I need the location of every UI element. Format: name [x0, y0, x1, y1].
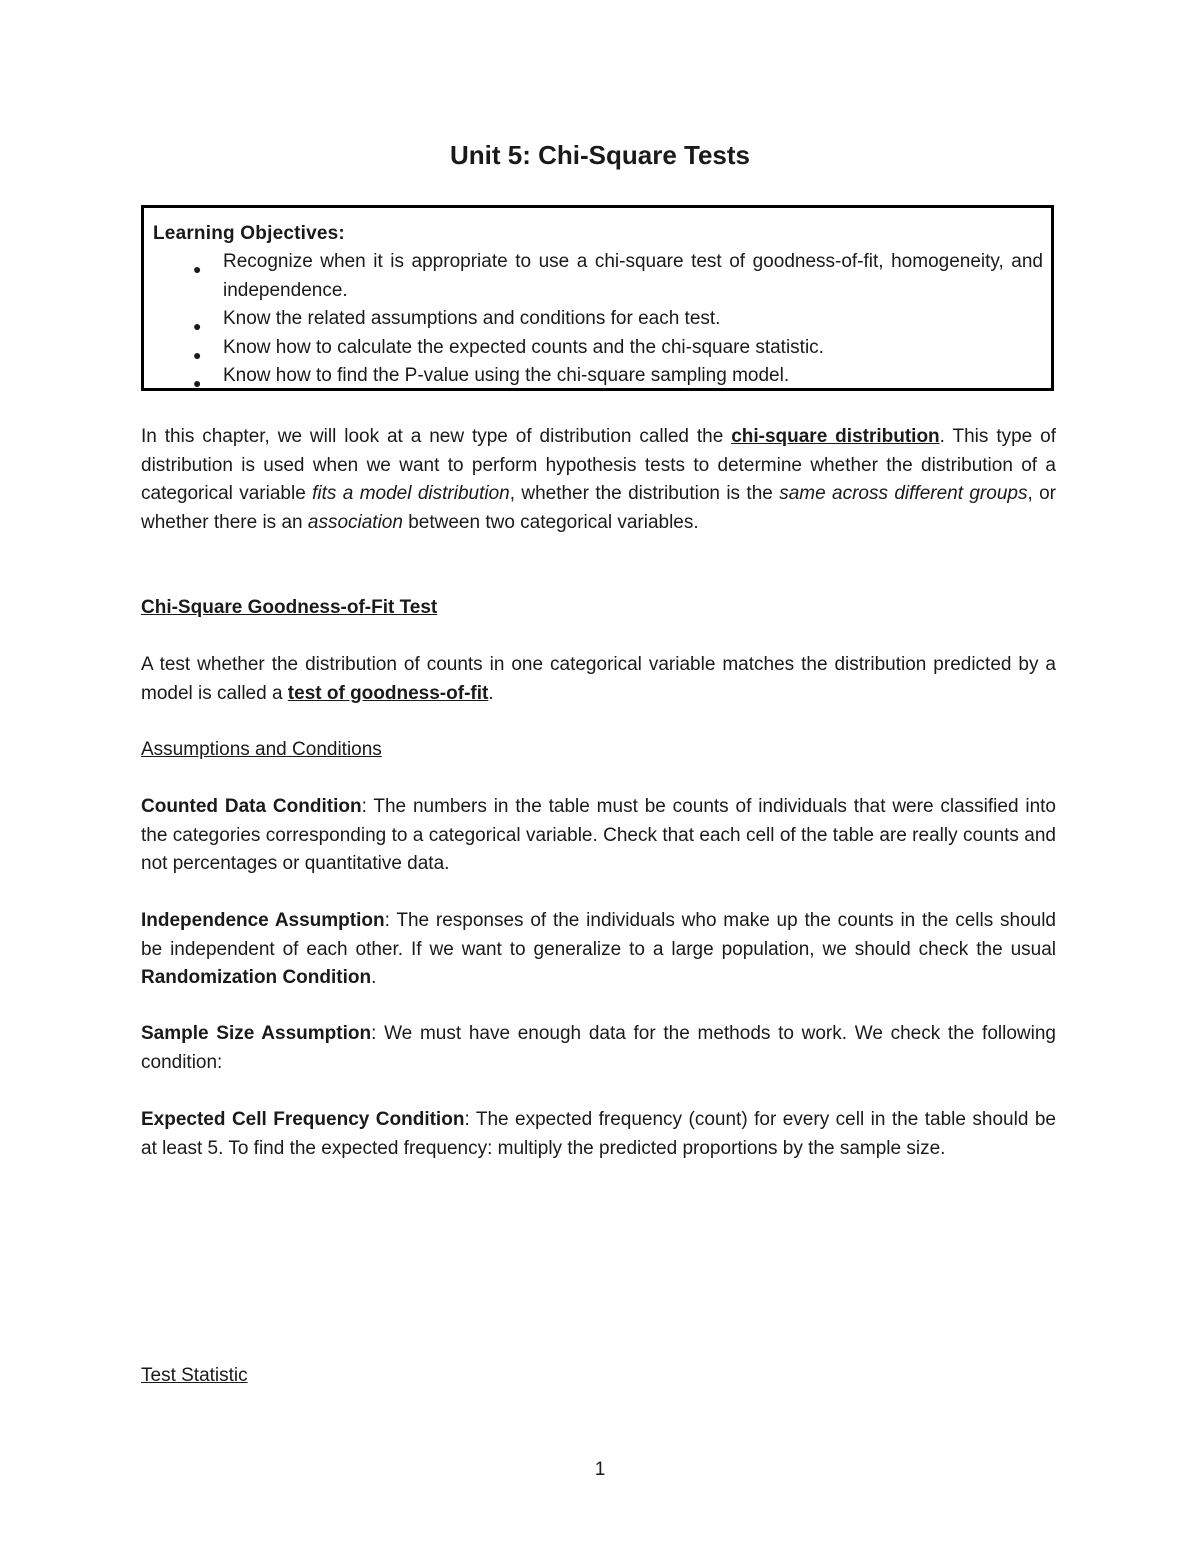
- sample-size-paragraph: Sample Size Assumption: We must have enough data for the methods to work. We check the following condition:: [141, 1023, 1056, 1073]
- test-of-goodness-of-fit-term: test of goodness-of-fit: [287, 682, 489, 704]
- goodness-of-fit-heading: Chi-Square Goodness-of-Fit Test: [141, 597, 438, 618]
- counted-data-paragraph: Counted Data Condition: The numbers in the table must be counts of individuals that were classified into the categories corresponding to a categorical variable. Check that each cell of the table are really counts and not percentages or quantitative data.: [141, 796, 1056, 875]
- chi-square-distribution-term: chi-square distribution: [731, 426, 940, 447]
- test-statistic-heading: Test Statistic: [141, 1365, 248, 1386]
- learning-objectives-list: [153, 248, 1043, 391]
- objective-item: ● Know how to calculate the expected counts and the chi-square statistic.: [153, 334, 1043, 363]
- assumptions-heading: Assumptions and Conditions: [141, 739, 382, 760]
- bullet-icon: ●: [193, 375, 202, 391]
- bullet-icon: ●: [193, 346, 202, 363]
- expected-cell-paragraph: Expected Cell Frequency Condition: The expected frequency (count) for every cell in the table should be at least 5. To find the expected frequency: multiply the predicted proportions by the sample size.: [141, 1109, 1056, 1159]
- randomization-label: Randomization Condition: [141, 967, 372, 989]
- independence-label: Independence Assumption: [141, 910, 385, 931]
- learning-objectives-box: [141, 205, 1054, 391]
- goodness-of-fit-definition: A test whether the distribution of counts in one categorical variable matches the distribution predicted by a model is called a test of goodness-of-fit.: [141, 654, 1056, 704]
- intro-paragraph: In this chapter, we will look at a new type of distribution called the chi-square distribution. This type of distribution is used when we want to perform hypothesis tests to determine whether the distribution of a categorical variable fits a model distribution, whether the distribution is the same across different groups, or whether there is an association between two categorical variables.: [141, 426, 1057, 533]
- page-number: 1: [594, 1459, 606, 1480]
- bullet-icon: ●: [193, 318, 202, 334]
- expected-cell-label: Expected Cell Frequency Condition: [141, 1109, 465, 1130]
- objective-item: ● Recognize when it is appropriate to use a chi-square test of goodness-of-fit, homogeneity, and independence.: [193, 251, 1043, 301]
- counted-data-label: Counted Data Condition: [141, 796, 362, 817]
- objective-item: ● Know the related assumptions and conditions for each test.: [153, 305, 1043, 334]
- bullet-icon: ●: [193, 261, 202, 277]
- sample-size-label: Sample Size Assumption: [141, 1023, 372, 1044]
- objective-item: ● Know how to find the P-value using the chi-square sampling model.: [153, 362, 1043, 391]
- independence-paragraph: Independence Assumption: The responses of the individuals who make up the counts in the cells should be independent of each other. If we want to generalize to a large population, we should check the usual Randomization Condition.: [141, 910, 1056, 989]
- page-title: Unit 5: Chi-Square Tests: [449, 140, 750, 170]
- learning-objectives-heading: Learning Objectives:: [153, 223, 345, 244]
